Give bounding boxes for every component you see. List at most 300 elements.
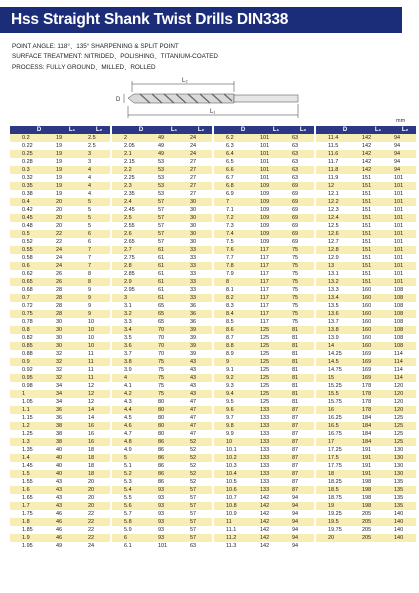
table-cell: 2.65	[112, 238, 158, 246]
table-cell: 52	[190, 438, 212, 446]
table-cell: 142	[260, 510, 292, 518]
table-row	[316, 334, 416, 342]
table-cell: 5	[88, 222, 110, 230]
table-cell: 14	[88, 414, 110, 422]
table-cell: 46	[56, 526, 88, 534]
table-row	[214, 166, 314, 174]
table-cell: 5.2	[112, 470, 158, 478]
table-cell: 75	[292, 286, 314, 294]
table-cell: 86	[158, 478, 190, 486]
table-row	[112, 382, 212, 390]
table-cell: 101	[260, 134, 292, 142]
table-cell: 63	[190, 542, 212, 550]
table-cell: 108	[394, 286, 416, 294]
l2-label: L₂	[182, 78, 188, 84]
table-cell: 49	[56, 542, 88, 550]
table-cell: 133	[260, 422, 292, 430]
table-cell: 28	[56, 302, 88, 310]
table-row	[214, 342, 314, 350]
table-row	[316, 422, 416, 430]
table-row	[10, 446, 110, 454]
table-cell: 63	[292, 174, 314, 182]
table-row	[316, 174, 416, 182]
table-cell: 0.82	[10, 334, 56, 342]
table-cell: 1.3	[10, 438, 56, 446]
table-row	[214, 390, 314, 398]
table-cell: 69	[292, 182, 314, 190]
table-row	[112, 174, 212, 182]
table-cell: 53	[158, 174, 190, 182]
table-cell: 109	[260, 230, 292, 238]
table-cell: 57	[190, 534, 212, 542]
table-cell: 13.6	[316, 310, 362, 318]
table-row	[10, 206, 110, 214]
table-row	[10, 142, 110, 150]
table-cell: 43	[190, 374, 212, 382]
table-cell: 101	[260, 174, 292, 182]
table-cell: 151	[362, 254, 394, 262]
table-cell: 33	[190, 270, 212, 278]
table-cell: 6.7	[214, 174, 260, 182]
table-row	[112, 366, 212, 374]
table-row	[214, 486, 314, 494]
table-cell: 2.9	[112, 278, 158, 286]
table-row	[316, 326, 416, 334]
table-cell: 101	[158, 542, 190, 550]
table-cell: 75	[158, 374, 190, 382]
table-cell: 140	[394, 510, 416, 518]
table-cell: 75	[292, 302, 314, 310]
table-cell: 6.2	[214, 134, 260, 142]
table-cell: 11	[88, 358, 110, 366]
table-cell: 6.8	[214, 182, 260, 190]
spec-surface-treatment: SURFACE TREATMENT: NITRIDED、POLISHING、TITANIUM-COATED	[12, 53, 218, 61]
table-cell: 15.25	[316, 382, 362, 390]
table-row	[112, 502, 212, 510]
table-row	[112, 438, 212, 446]
table-cell: 1.2	[10, 422, 56, 430]
table-cell: 3.6	[112, 342, 158, 350]
table-row	[112, 246, 212, 254]
table-cell: 10.3	[214, 462, 260, 470]
table-row	[316, 262, 416, 270]
table-cell: 205	[362, 534, 394, 542]
table-cell: 39	[190, 334, 212, 342]
table-cell: 22	[88, 510, 110, 518]
table-cell: 9	[88, 310, 110, 318]
table-row	[10, 414, 110, 422]
table-cell: 160	[362, 310, 394, 318]
table-cell: 80	[158, 414, 190, 422]
table-cell: 20	[56, 214, 88, 222]
table-cell: 2.3	[112, 182, 158, 190]
table-row	[10, 174, 110, 182]
table-row	[316, 254, 416, 262]
table-row	[112, 430, 212, 438]
table-cell: 30	[56, 326, 88, 334]
table-cell: 12	[88, 382, 110, 390]
page-title: Hss Straight Shank Twist Drills DIN338	[11, 11, 289, 28]
table-row	[316, 238, 416, 246]
table-cell: 135	[394, 486, 416, 494]
table-row	[316, 350, 416, 358]
table-row	[214, 534, 314, 542]
table-cell: 18	[88, 454, 110, 462]
table-row	[112, 374, 212, 382]
table-cell: 39	[190, 350, 212, 358]
table-cell: 151	[362, 182, 394, 190]
table-cell: 184	[362, 438, 394, 446]
table-row	[112, 198, 212, 206]
table-cell: 4.2	[112, 390, 158, 398]
table-cell: 6	[112, 534, 158, 542]
table-row	[10, 398, 110, 406]
table-row	[214, 414, 314, 422]
table-cell: 101	[260, 158, 292, 166]
table-cell: 5.6	[112, 502, 158, 510]
table-cell: 11	[88, 374, 110, 382]
table-cell: 0.35	[10, 182, 56, 190]
table-cell: 142	[362, 142, 394, 150]
table-row	[10, 270, 110, 278]
table-row	[214, 334, 314, 342]
table-cell: 94	[292, 534, 314, 542]
table-cell: 169	[362, 366, 394, 374]
table-cell: 22	[88, 534, 110, 542]
table-cell: 8.5	[214, 318, 260, 326]
table-row	[316, 438, 416, 446]
table-cell: 1.35	[10, 446, 56, 454]
table-cell: 151	[362, 262, 394, 270]
table-cell: 18.25	[316, 478, 362, 486]
table-cell: 108	[394, 294, 416, 302]
table-cell: 178	[362, 406, 394, 414]
table-row	[316, 182, 416, 190]
table-cell: 0.32	[10, 174, 56, 182]
table-cell: 30	[56, 342, 88, 350]
table-row	[112, 142, 212, 150]
table-cell: 9.6	[214, 406, 260, 414]
table-row	[214, 302, 314, 310]
table-row	[316, 430, 416, 438]
table-cell: 133	[260, 462, 292, 470]
table-cell: 142	[362, 134, 394, 142]
table-cell: 125	[394, 438, 416, 446]
table-cell: 0.85	[10, 342, 56, 350]
table-cell: 0.55	[10, 246, 56, 254]
table-cell: 117	[260, 262, 292, 270]
table-cell: 17	[316, 438, 362, 446]
table-row	[316, 278, 416, 286]
table-cell: 3	[112, 294, 158, 302]
table-cell: 5.8	[112, 518, 158, 526]
table-cell: 22	[56, 230, 88, 238]
table-cell: 151	[362, 190, 394, 198]
table-cell: 75	[292, 278, 314, 286]
table-row	[214, 278, 314, 286]
table-cell: 4.7	[112, 430, 158, 438]
table-cell: 191	[362, 470, 394, 478]
column-header: L₂	[394, 126, 416, 134]
table-cell: 101	[394, 246, 416, 254]
table-cell: 20	[316, 534, 362, 542]
table-cell: 20	[56, 198, 88, 206]
table-cell: 101	[394, 238, 416, 246]
table-cell: 101	[394, 190, 416, 198]
table-cell: 63	[292, 150, 314, 158]
table-cell: 1.6	[10, 486, 56, 494]
table-cell: 184	[362, 422, 394, 430]
table-row	[10, 190, 110, 198]
table-cell: 109	[260, 198, 292, 206]
table-cell: 7	[88, 246, 110, 254]
table-cell: 125	[260, 350, 292, 358]
table-row	[10, 134, 110, 142]
table-cell: 75	[158, 390, 190, 398]
table-cell: 1.9	[10, 534, 56, 542]
table-cell: 94	[394, 158, 416, 166]
table-cell: 47	[190, 398, 212, 406]
table-cell: 120	[394, 382, 416, 390]
table-cell: 101	[394, 262, 416, 270]
table-cell: 160	[362, 334, 394, 342]
table-row	[316, 454, 416, 462]
table-cell: 1.25	[10, 430, 56, 438]
table-row	[214, 358, 314, 366]
table-cell: 142	[362, 166, 394, 174]
table-cell: 80	[158, 406, 190, 414]
table-row	[316, 494, 416, 502]
table-cell: 2.6	[112, 230, 158, 238]
table-cell: 8	[214, 278, 260, 286]
table-cell: 133	[260, 486, 292, 494]
table-row	[214, 422, 314, 430]
table-cell: 12.4	[316, 214, 362, 222]
table-row	[316, 382, 416, 390]
table-row	[10, 478, 110, 486]
table-row	[316, 518, 416, 526]
table-cell: 81	[292, 326, 314, 334]
table-cell: 101	[394, 222, 416, 230]
table-cell: 27	[190, 190, 212, 198]
table-cell: 11.9	[316, 174, 362, 182]
table-cell: 130	[394, 446, 416, 454]
table-cell: 4.4	[112, 406, 158, 414]
table-cell: 7.9	[214, 270, 260, 278]
table-row	[112, 262, 212, 270]
title-banner	[0, 7, 402, 33]
table-row	[316, 302, 416, 310]
table-cell: 13.9	[316, 334, 362, 342]
table-cell: 24	[56, 262, 88, 270]
table-cell: 0.2	[10, 134, 56, 142]
table-cell: 130	[394, 470, 416, 478]
table-row	[112, 526, 212, 534]
table-cell: 81	[292, 342, 314, 350]
table-cell: 101	[260, 142, 292, 150]
table-cell: 198	[362, 478, 394, 486]
d-label: D	[116, 97, 121, 103]
table-row	[214, 318, 314, 326]
table-cell: 2.55	[112, 222, 158, 230]
table-cell: 20	[88, 486, 110, 494]
table-cell: 10.5	[214, 478, 260, 486]
table-row	[112, 190, 212, 198]
table-row	[10, 182, 110, 190]
table-row	[112, 230, 212, 238]
table-cell: 14	[88, 406, 110, 414]
table-cell: 160	[362, 342, 394, 350]
table-cell: 87	[292, 430, 314, 438]
table-cell: 0.6	[10, 262, 56, 270]
table-cell: 94	[292, 494, 314, 502]
table-cell: 109	[260, 182, 292, 190]
table-cell: 52	[190, 478, 212, 486]
table-cell: 49	[158, 150, 190, 158]
table-cell: 133	[260, 478, 292, 486]
table-row	[10, 422, 110, 430]
column-header: L₂	[88, 126, 110, 134]
table-cell: 1.7	[10, 502, 56, 510]
table-row	[112, 166, 212, 174]
table-row	[112, 414, 212, 422]
table-cell: 0.52	[10, 238, 56, 246]
table-cell: 20	[88, 494, 110, 502]
table-cell: 1.45	[10, 462, 56, 470]
table-row	[214, 198, 314, 206]
table-cell: 5	[88, 214, 110, 222]
table-cell: 69	[292, 198, 314, 206]
table-cell: 53	[158, 190, 190, 198]
table-cell: 28	[56, 286, 88, 294]
table-row	[112, 358, 212, 366]
table-cell: 70	[158, 334, 190, 342]
table-cell: 109	[260, 222, 292, 230]
table-cell: 80	[158, 398, 190, 406]
table-cell: 101	[394, 174, 416, 182]
table-cell: 39	[190, 326, 212, 334]
table-cell: 61	[158, 254, 190, 262]
table-cell: 32	[56, 374, 88, 382]
table-cell: 0.68	[10, 286, 56, 294]
table-row	[10, 318, 110, 326]
table-row	[316, 310, 416, 318]
table-cell: 63	[292, 158, 314, 166]
table-cell: 87	[292, 478, 314, 486]
table-cell: 142	[260, 534, 292, 542]
table-cell: 4.6	[112, 422, 158, 430]
table-cell: 19	[56, 166, 88, 174]
table-cell: 94	[394, 150, 416, 158]
table-cell: 30	[190, 198, 212, 206]
table-cell: 133	[260, 438, 292, 446]
table-cell: 24	[88, 542, 110, 550]
table-cell: 81	[292, 334, 314, 342]
table-row	[112, 486, 212, 494]
table-cell: 36	[190, 318, 212, 326]
table-cell: 114	[394, 358, 416, 366]
table-cell: 0.92	[10, 366, 56, 374]
table-cell: 69	[292, 222, 314, 230]
table-cell: 1.05	[10, 398, 56, 406]
table-row	[316, 222, 416, 230]
table-cell: 87	[292, 462, 314, 470]
table-cell: 57	[158, 206, 190, 214]
table-row	[10, 494, 110, 502]
table-row	[316, 366, 416, 374]
table-cell: 75	[292, 270, 314, 278]
table-cell: 69	[292, 230, 314, 238]
table-row	[10, 374, 110, 382]
table-cell: 125	[260, 374, 292, 382]
table-cell: 4.3	[112, 398, 158, 406]
table-cell: 43	[56, 486, 88, 494]
table-cell: 30	[190, 222, 212, 230]
table-cell: 57	[158, 230, 190, 238]
table-cell: 24	[190, 134, 212, 142]
table-row	[10, 222, 110, 230]
table-cell: 86	[158, 438, 190, 446]
table-cell: 10.1	[214, 446, 260, 454]
table-cell: 1.75	[10, 510, 56, 518]
table-row	[214, 142, 314, 150]
table-row	[214, 270, 314, 278]
table-cell: 19	[56, 158, 88, 166]
table-cell: 27	[190, 158, 212, 166]
table-cell: 4	[88, 182, 110, 190]
table-cell: 142	[362, 158, 394, 166]
table-cell: 125	[394, 422, 416, 430]
table-row	[112, 150, 212, 158]
table-cell: 151	[362, 206, 394, 214]
table-cell: 43	[190, 382, 212, 390]
table-cell: 8.6	[214, 326, 260, 334]
column-header: L₂	[190, 126, 212, 134]
table-cell: 9.8	[214, 422, 260, 430]
table-row	[10, 230, 110, 238]
table-cell: 18.5	[316, 486, 362, 494]
table-cell: 133	[260, 446, 292, 454]
table-cell: 108	[394, 326, 416, 334]
table-row	[316, 214, 416, 222]
table-cell: 0.65	[10, 278, 56, 286]
drill-diagram	[110, 70, 310, 125]
table-cell: 101	[394, 254, 416, 262]
table-cell: 4.9	[112, 446, 158, 454]
table-cell: 178	[362, 390, 394, 398]
table-cell: 93	[158, 526, 190, 534]
table-row	[214, 502, 314, 510]
table-row	[316, 150, 416, 158]
table-cell: 1.85	[10, 526, 56, 534]
spec-point-angle: POINT ANGLE: 118°、135° SHARPENING & SPLIT POINT	[12, 43, 179, 50]
table-cell: 10.9	[214, 510, 260, 518]
table-cell: 0.38	[10, 190, 56, 198]
table-cell: 125	[260, 334, 292, 342]
table-row	[214, 294, 314, 302]
table-cell: 19	[56, 142, 88, 150]
table-cell: 20	[88, 502, 110, 510]
table-row	[214, 438, 314, 446]
table-cell: 198	[362, 494, 394, 502]
table-cell: 0.48	[10, 222, 56, 230]
table-cell: 15	[316, 374, 362, 382]
table-cell: 28	[56, 310, 88, 318]
table-cell: 101	[260, 166, 292, 174]
table-cell: 11	[88, 350, 110, 358]
table-row	[10, 350, 110, 358]
table-cell: 142	[260, 526, 292, 534]
